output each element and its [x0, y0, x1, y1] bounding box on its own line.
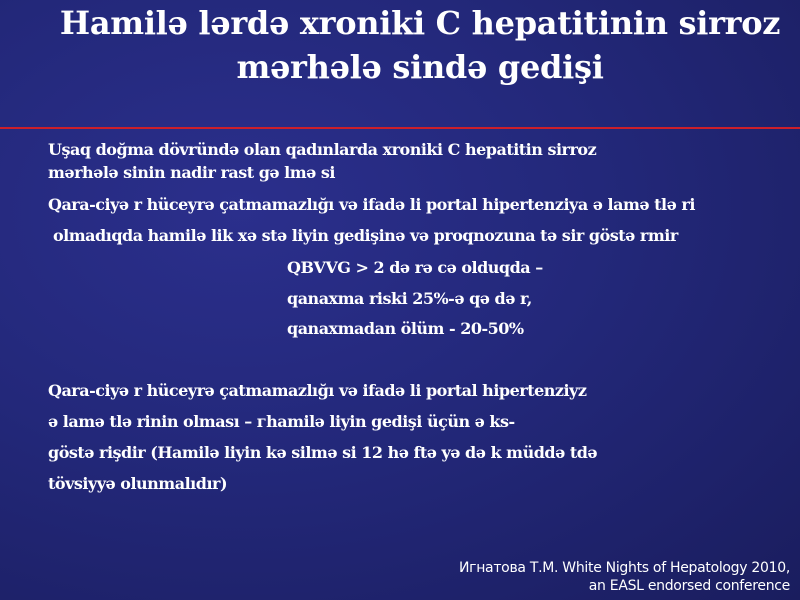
body-line-6: qanaxma riski 25%-ə qə də r,: [287, 289, 532, 308]
body-line-9: ə lamə tlə rinin olması – гhamilə liyin gedişi üçün ə ks-: [48, 412, 515, 431]
slide-title-line-2: mərhələ sində gedişi: [236, 48, 604, 86]
body-line-7: qanaxmadan ölüm - 20-50%: [287, 319, 524, 338]
body-line-2: mərhələ sinin nadir rast gə lmə si: [48, 163, 335, 182]
footer-citation-line-1: Игнатова Т.М. White Nights of Hepatology 2010,: [458, 560, 790, 576]
body-line-10: göstə rişdir (Hamilə liyin kə silmə si 12 hə ftə yə də k müddə tdə: [48, 443, 598, 462]
slide-title-line-1: Hamilə lərdə xroniki C hepatitinin sirroz: [59, 4, 781, 42]
body-line-4: olmadıqda hamilə lik xə stə liyin gedişinə və proqnozuna tə sir göstə rmir: [53, 226, 678, 245]
title-divider: [0, 127, 800, 129]
body-line-1: Uşaq doğma dövründə olan qadınlarda xroniki C hepatitin sirroz: [48, 140, 597, 159]
body-line-5: QBVVG > 2 də rə cə olduqda –: [287, 258, 543, 277]
footer-citation-line-2: an EASL endorsed conference: [588, 578, 790, 594]
body-line-8: Qara-ciyə r hüceyrə çatmamazlığı və ifadə li portal hipertenziyz: [48, 381, 587, 400]
body-line-11: tövsiyyə olunmalıdır): [48, 474, 228, 493]
body-line-3: Qara-ciyə r hüceyrə çatmamazlığı və ifadə li portal hipertenziya ə lamə tlə ri: [48, 195, 695, 214]
